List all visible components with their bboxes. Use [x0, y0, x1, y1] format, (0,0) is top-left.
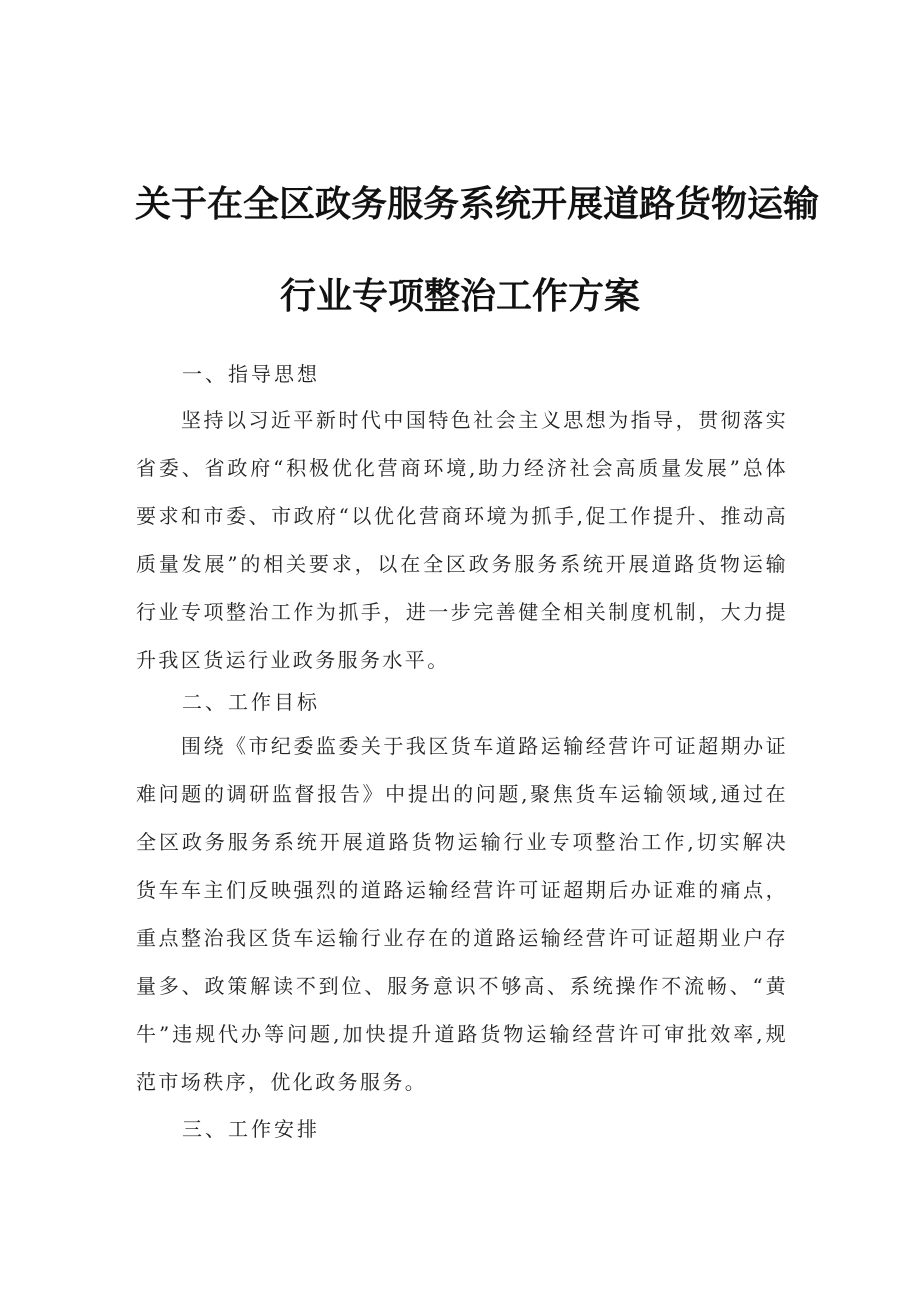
section-heading-guiding-ideology: 一、指导思想	[182, 362, 320, 386]
section-heading-work-goals: 二、工作目标	[182, 690, 320, 714]
section-paragraph-work-goals: 围绕《市纪委监委关于我区货车道路运输经营许可证超期办证难问题的调研监督报告》中提出的问题,聚焦货车运输领域,通过在全区政务服务系统开展道路货物运输行业专项整治工作,切实解决货车车主们反映强烈的道路运输经营许可证超期后办证难的痛点，重点整治我区货车运输行业存在的道路运输经营许可证超期业户存量多、政策解读不到位、服务意识不够高、系统操作不流畅、“黄牛”违规代办等问题,加快提升道路货物运输经营许可审批效率,规范市场秩序，优化政务服务。	[136, 734, 788, 1094]
section-heading-work-arrangements: 三、工作安排	[182, 1117, 320, 1141]
document-title-line-1: 关于在全区政务服务系统开展道路货物运输	[135, 184, 820, 225]
document-title-line-2: 行业专项整治工作方案	[279, 276, 640, 317]
section-paragraph-guiding-ideology: 坚持以习近平新时代中国特色社会主义思想为指导，贯彻落实省委、省政府“积极优化营商环境,助力经济社会高质量发展”总体要求和市委、市政府“以优化营商环境为抓手,促工作提升、推动高质量发展”的相关要求，以在全区政务服务系统开展道路货物运输行业专项整治工作为抓手，进一步完善健全相关制度机制，大力提升我区货运行业政务服务水平。	[136, 408, 788, 672]
